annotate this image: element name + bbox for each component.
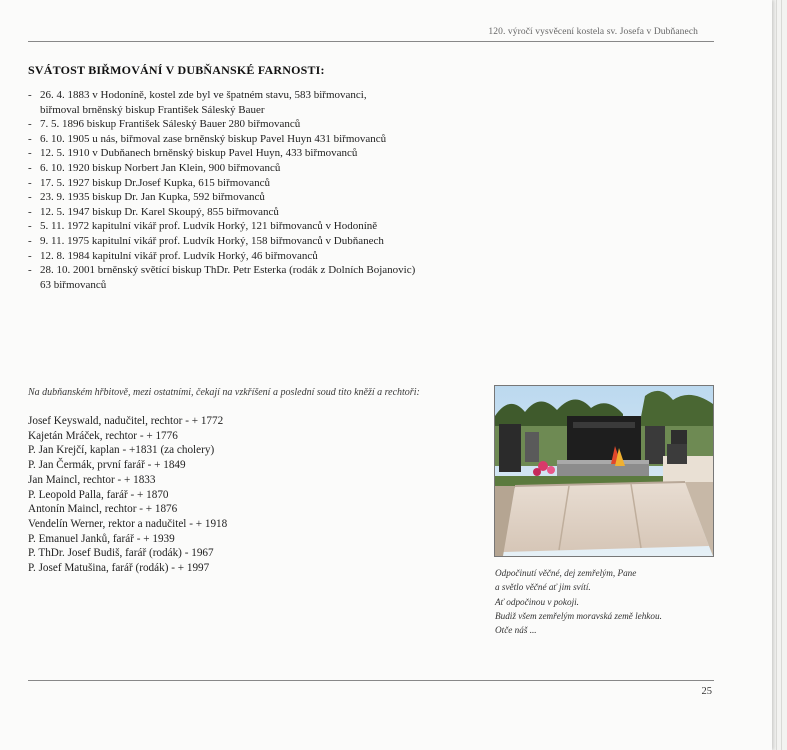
list-item: P. Josef Matušina, farář (rodák) - + 1997 bbox=[28, 562, 210, 575]
list-item: - 17. 5. 1927 biskup Dr.Josef Kupka, 615 biřmovanců bbox=[28, 176, 271, 189]
list-item: - 6. 10. 1905 u nás, biřmoval zase brněnský biskup Pavel Huyn 431 biřmovanců bbox=[28, 132, 387, 145]
list-item: Antonín Maincl, rechtor - + 1876 bbox=[28, 503, 178, 516]
cemetery-intro: Na dubňanském hřbitově, mezi ostatními, čekají na vzkříšení a poslední soud tito kněží a rechtoři: bbox=[28, 387, 420, 398]
page-edge bbox=[781, 0, 782, 750]
list-item: Josef Keyswald, nadučitel, rechtor - + 1772 bbox=[28, 415, 224, 427]
list-item: - 5. 11. 1972 kapitulní vikář prof. Ludvík Horký, 121 biřmovanců v Hodoníně bbox=[28, 220, 378, 233]
caption-line: Ať odpočinou v pokoji. bbox=[495, 596, 579, 607]
caption-line: Budiž všem zemřelým moravská země lehkou. bbox=[495, 610, 662, 621]
list-item: - 12. 5. 1910 v Dubňanech brněnský biskup Pavel Huyn, 433 biřmovanců bbox=[28, 147, 358, 160]
footer-rule bbox=[28, 680, 714, 681]
list-item: P. Jan Krejčí, kaplan - +1831 (za cholery) bbox=[28, 444, 215, 457]
list-item: - 12. 8. 1984 kapitulní vikář prof. Ludvík Horký, 46 biřmovanců bbox=[28, 249, 318, 262]
list-item: - 28. 10. 2001 brněnský světící biskup ThDr. Petr Esterka (rodák z Dolních Bojanovic) 63 biřmovanců bbox=[28, 264, 416, 291]
page-edge bbox=[776, 0, 777, 750]
list-item: - 9. 11. 1975 kapitulní vikář prof. Ludvík Horký, 158 biřmovanců v Dubňanech bbox=[28, 234, 384, 247]
running-head: 120. výročí vysvěcení kostela sv. Josefa v Dubňanech bbox=[488, 27, 698, 37]
list-item: Kajetán Mráček, rechtor - + 1776 bbox=[28, 429, 178, 442]
caption-line: a světlo věčné ať jim svítí. bbox=[495, 582, 591, 593]
list-item: - 23. 9. 1935 biskup Dr. Jan Kupka, 592 biřmovanců bbox=[28, 191, 265, 204]
burial-list bbox=[28, 414, 227, 576]
list-item: Jan Maincl, rechtor - + 1833 bbox=[28, 473, 156, 486]
list-item: P. Emanuel Janků, farář - + 1939 bbox=[28, 532, 175, 545]
list-item: P. Leopold Palla, farář - + 1870 bbox=[28, 488, 169, 501]
list-item: - 7. 5. 1896 biskup František Sáleský Bauer 280 biřmovanců bbox=[28, 118, 301, 131]
confirmation-list bbox=[28, 88, 498, 292]
caption-line: Odpočinutí věčné, dej zemřelým, Pane bbox=[495, 568, 637, 578]
list-item: P. ThDr. Josef Budiš, farář (rodák) - 1967 bbox=[28, 547, 214, 560]
photo-caption bbox=[495, 566, 662, 637]
list-item: P. Jan Čermák, první farář - + 1849 bbox=[28, 459, 186, 472]
list-item: - 12. 5. 1947 biskup Dr. Karel Skoupý, 855 biřmovanců bbox=[28, 205, 279, 218]
header-rule bbox=[28, 41, 714, 42]
caption-line: Otče náš ... bbox=[495, 625, 537, 636]
list-item: - 6. 10. 1920 biskup Norbert Jan Klein, 900 biřmovanců bbox=[28, 161, 281, 174]
cemetery-photo bbox=[494, 385, 714, 557]
list-item: Vendelín Werner, rektor a nadučitel - + 1918 bbox=[28, 517, 228, 530]
page-number: 25 bbox=[701, 686, 712, 697]
list-item: - 26. 4. 1883 v Hodoníně, kostel zde byl ve špatném stavu, 583 biřmovanci, biřmoval brněnský biskup František Sáleský Bauer bbox=[28, 89, 367, 116]
section-title: SVÁTOST BIŘMOVÁNÍ V DUBŇANSKÉ FARNOSTI: bbox=[28, 63, 325, 77]
